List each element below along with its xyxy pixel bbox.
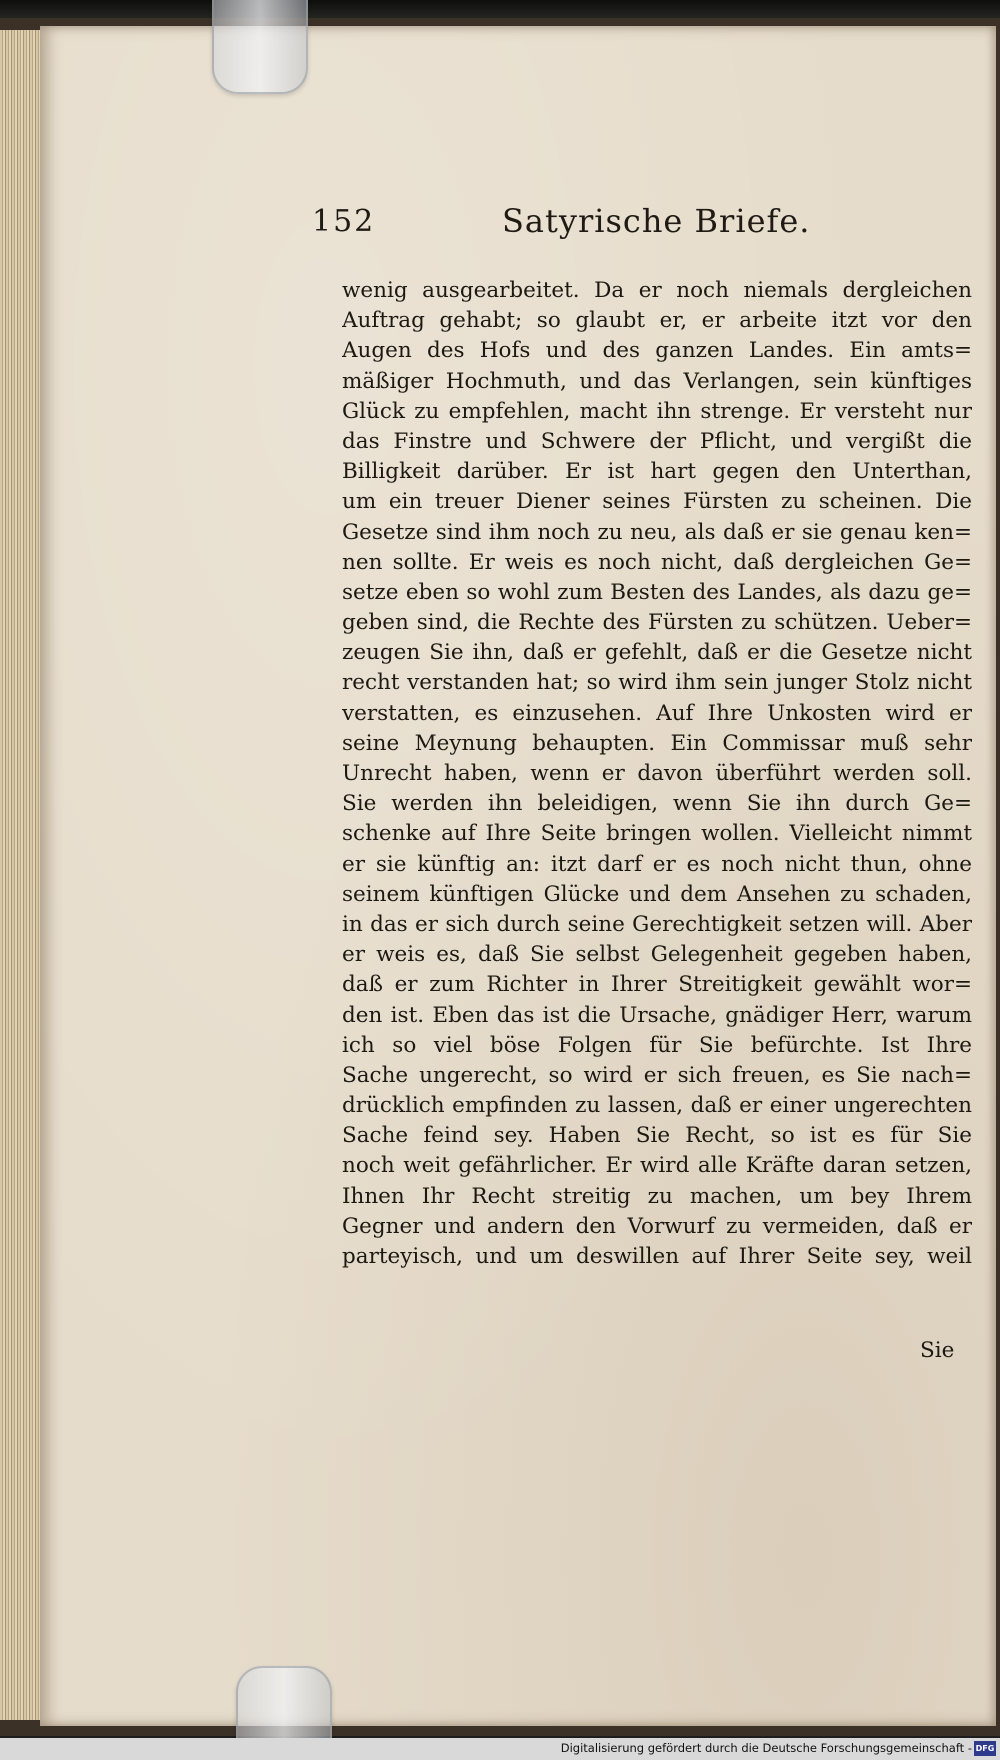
catchword: Sie <box>920 1338 955 1363</box>
text-line: das Finstre und Schwere der Pflicht, und vergißt die <box>342 428 972 454</box>
text-line: geben sind, die Rechte des Fürsten zu schützen. Ueber= <box>342 610 972 636</box>
book-page <box>40 26 996 1726</box>
text-line: wenig ausgearbeitet. Da er noch niemals dergleichen <box>342 278 972 303</box>
text-line: mäßiger Hochmuth, und das Verlangen, sein künftiges <box>342 368 972 394</box>
text-line: Ihnen Ihr Recht streitig zu machen, um bey Ihrem <box>342 1183 972 1209</box>
body-text <box>342 276 972 1272</box>
text-line: noch weit gefährlicher. Er wird alle Kräfte daran setzen, <box>342 1153 972 1179</box>
text-line: Auftrag gehabt; so glaubt er, er arbeite itzt vor den <box>342 308 972 334</box>
text-line: parteyisch, und um deswillen auf Ihrer Seite sey, weil <box>342 1244 972 1269</box>
text-line: Sache feind sey. Haben Sie Recht, so ist es für Sie <box>342 1123 972 1149</box>
footer-credit: Digitalisierung gefördert durch die Deutsche Forschungsgemeinschaft - <box>560 1741 972 1755</box>
text-line: Gesetze sind ihm noch zu neu, als daß er sie genau ken= <box>342 519 972 545</box>
text-line: ich so viel böse Folgen für Sie befürchte. Ist Ihre <box>342 1032 972 1058</box>
text-line: um ein treuer Diener seines Fürsten zu scheinen. Die <box>342 489 972 515</box>
text-line: verstatten, es einzusehen. Auf Ihre Unkosten wird er <box>342 700 972 726</box>
text-line: in das er sich durch seine Gerechtigkeit setzen will. Aber <box>342 911 972 937</box>
text-line: Billigkeit darüber. Er ist hart gegen den Unterthan, <box>342 459 972 485</box>
page-number: 152 <box>312 204 376 239</box>
running-head: Satyrische Briefe. <box>502 202 811 240</box>
text-line: Sache ungerecht, so wird er sich freuen, es Sie nach= <box>342 1062 972 1088</box>
text-line: Unrecht haben, wenn er davon überführt werden soll. <box>342 761 972 786</box>
footer-banner <box>0 1738 1000 1760</box>
text-line: Sie werden ihn beleidigen, wenn Sie ihn durch Ge= <box>342 791 972 817</box>
scanner-clip-bottom <box>236 1666 332 1744</box>
text-line: zeugen Sie ihn, daß er gefehlt, daß er die Gesetze nicht <box>342 640 972 666</box>
text-line: drücklich empfinden zu lassen, daß er einer ungerechten <box>342 1093 972 1119</box>
text-line: Glück zu empfehlen, macht ihn strenge. Er versteht nur <box>342 398 972 424</box>
text-line: daß er zum Richter in Ihrer Streitigkeit gewählt wor= <box>342 972 972 998</box>
text-line: seinem künftigen Glücke und dem Ansehen zu schaden, <box>342 881 972 907</box>
dfg-logo: DFG <box>974 1741 996 1756</box>
text-line: er sie künftig an: itzt darf er es noch nicht thun, ohne <box>342 851 972 877</box>
text-line: er weis es, daß Sie selbst Gelegenheit gegeben haben, <box>342 942 972 968</box>
text-line: seine Meynung behaupten. Ein Commissar muß sehr <box>342 730 972 756</box>
scanner-clip-top <box>212 0 308 94</box>
text-line: setze eben so wohl zum Besten des Landes, als dazu ge= <box>342 579 972 605</box>
text-line: Augen des Hofs und des ganzen Landes. Ein amts= <box>342 338 972 364</box>
page-header <box>312 198 992 248</box>
text-line: recht verstanden hat; so wird ihm sein junger Stolz nicht <box>342 670 972 696</box>
text-line: den ist. Eben das ist die Ursache, gnädiger Herr, warum <box>342 1002 972 1028</box>
text-line: nen sollte. Er weis es noch nicht, daß dergleichen Ge= <box>342 549 972 575</box>
text-line: Gegner und andern den Vorwurf zu vermeiden, daß er <box>342 1213 972 1239</box>
text-line: schenke auf Ihre Seite bringen wollen. Vielleicht nimmt <box>342 821 972 847</box>
